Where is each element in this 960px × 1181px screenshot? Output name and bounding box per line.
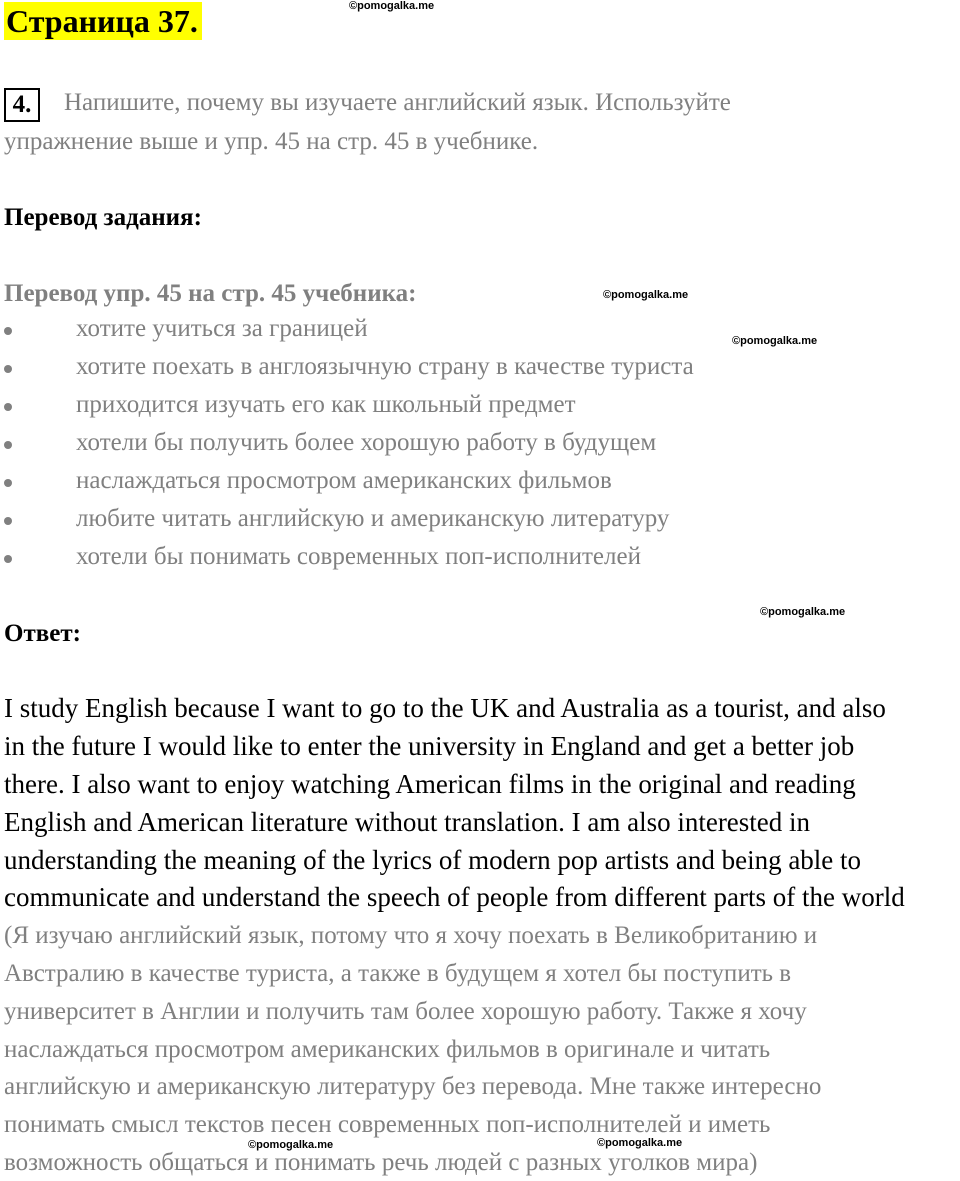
list-item: хотите поехать в англоязычную страну в качестве туриста (0, 352, 694, 390)
bullet-icon (4, 365, 12, 373)
exercise-translation-title: Перевод упр. 45 на стр. 45 учебника: (4, 280, 417, 307)
watermark: ©pomogalka.me (248, 1139, 334, 1151)
answer-english-line: communicate and understand the speech of people from different parts of the world (4, 882, 905, 912)
task-text-line: Напишите, почему вы изучаете английский язык. Используйте (64, 89, 731, 116)
task-translation-label: Перевод задания: (4, 204, 202, 231)
exercise-translation-list (0, 314, 694, 580)
list-item: наслаждаться просмотром американских фильмов (0, 466, 694, 504)
task-text-line: упражнение выше и упр. 45 на стр. 45 в учебнике. (4, 128, 539, 155)
watermark: ©pomogalka.me (732, 335, 818, 347)
answer-english-line: understanding the meaning of the lyrics of modern pop artists and being able to (4, 845, 862, 875)
answer-russian-line: Австралию в качестве туриста, а также в будущем я хотел бы поступить в (4, 960, 792, 987)
list-item: хотите учиться за границей (0, 314, 694, 352)
watermark: ©pomogalka.me (597, 1137, 683, 1149)
bullet-icon (4, 403, 12, 411)
list-item: хотели бы понимать современных поп-исполнителей (0, 542, 694, 580)
answer-russian-line: (Я изучаю английский язык, потому что я хочу поехать в Великобританию и (4, 922, 818, 949)
bullet-icon (4, 441, 12, 449)
bullet-icon (4, 555, 12, 563)
answer-english-line: English and American literature without translation. I am also interested in (4, 807, 811, 837)
answer-english-line: I study English because I want to go to the UK and Australia as a tourist, and also (4, 693, 886, 723)
bullet-icon (4, 327, 12, 335)
answer-label: Ответ: (4, 620, 81, 647)
list-item: любите читать английскую и американскую литературу (0, 504, 694, 542)
list-item: хотели бы получить более хорошую работу в будущем (0, 428, 694, 466)
page-heading: Страница 37. (4, 2, 202, 40)
task-number-box: 4. (4, 88, 40, 122)
answer-russian-line: наслаждаться просмотром американских фильмов в оригинале и читать (4, 1036, 771, 1063)
answer-russian-line: понимать смысл текстов песен современных поп-исполнителей и иметь (4, 1111, 771, 1138)
answer-russian-line: университет в Англии и получить там более хорошую работу. Также я хочу (4, 998, 807, 1025)
answer-english-line: in the future I would like to enter the university in England and get a better job (4, 731, 855, 761)
watermark: ©pomogalka.me (603, 289, 689, 301)
list-item: приходится изучать его как школьный предмет (0, 390, 694, 428)
answer-russian-line: возможность общаться и понимать речь людей с разных уголков мира) (4, 1149, 758, 1176)
bullet-icon (4, 517, 12, 525)
answer-english-line: there. I also want to enjoy watching American films in the original and reading (4, 769, 856, 799)
bullet-icon (4, 479, 12, 487)
watermark: ©pomogalka.me (349, 0, 435, 12)
watermark: ©pomogalka.me (760, 606, 846, 618)
answer-russian-line: английскую и американскую литературу без перевода. Мне также интересно (4, 1073, 822, 1100)
